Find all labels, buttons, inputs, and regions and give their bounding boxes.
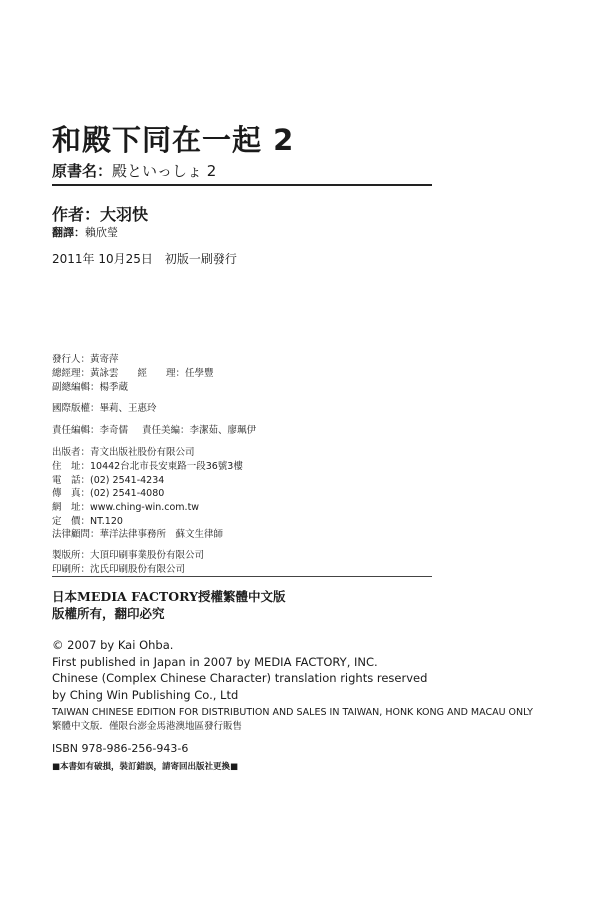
copyright-line: by Ching Win Publishing Co., Ltd	[52, 688, 239, 703]
translator	[52, 224, 118, 240]
author-name: 大羽快	[100, 205, 149, 224]
price: 定 價：NT.120	[52, 515, 123, 527]
publisher-fax: 傳 真：(02) 2541-4080	[52, 488, 165, 500]
copyright-block	[52, 637, 427, 704]
publisher-website: 網 址：www.ching-win.com.tw	[52, 502, 200, 514]
damage-notice: ■本書如有破損，裝訂錯誤，請寄回出版社更換■	[52, 762, 239, 772]
publisher-name: 出版者：青文出版社股份有限公司	[52, 447, 195, 458]
author-label: 作者：	[52, 205, 101, 224]
edition-license: 日本MEDIA FACTORY授權繁體中文版	[52, 589, 286, 604]
original-title-label: 原書名：	[52, 162, 113, 180]
distribution-block	[52, 706, 533, 735]
general-manager: 總經理：黃詠雲 經 理：任學豐	[52, 367, 214, 379]
staff-block	[52, 353, 214, 394]
art-editor: 責任美編：李潔茹、廖珮伊	[142, 425, 257, 436]
book-title: 和殿下同在一起 2	[52, 123, 295, 157]
publisher-person: 發行人：黃寄萍	[52, 354, 119, 365]
title-divider	[52, 184, 432, 186]
editors	[52, 424, 256, 438]
original-title	[52, 160, 216, 181]
plate-maker: 製版所：大頂印刷事業股份有限公司	[52, 550, 205, 561]
original-title-value: 殿といっしょ 2	[112, 162, 217, 180]
isbn: ISBN 978-986-256-943-6	[52, 742, 189, 755]
responsible-editor: 責任編輯：李奇儒	[52, 425, 129, 436]
translator-label: 翻譯：	[52, 226, 85, 239]
edition-date: 2011年 10月25日 初版一刷發行	[52, 252, 237, 266]
author	[52, 202, 148, 225]
printer: 印刷所：沈氏印刷股份有限公司	[52, 563, 186, 575]
production-block	[52, 549, 204, 577]
section-divider	[52, 576, 432, 577]
edition-rights: 版權所有，翻印必究	[52, 605, 165, 621]
publisher-address: 住 址：10442台北市長安東路一段36號3樓	[52, 460, 243, 472]
publisher-block	[52, 446, 243, 529]
edition-notice	[52, 589, 286, 623]
copyright-line: Chinese (Complex Chinese Character) translation rights reserved	[52, 671, 428, 686]
distribution-chinese: 繁體中文版．僅限台澎金馬港澳地區發行販售	[52, 721, 243, 733]
deputy-editor: 副總編輯：楊季蔵	[52, 381, 129, 393]
distribution-english: TAIWAN CHINESE EDITION FOR DISTRIBUTION AND SALES IN TAIWAN, HONK KONG AND MACAU ONLY	[52, 707, 533, 718]
copyright-line: First published in Japan in 2007 by MEDIA FACTORY, INC.	[52, 654, 378, 669]
copyright-line: © 2007 by Kai Ohba.	[52, 638, 174, 652]
intl-rights: 國際版權：畢莉、王惠玲	[52, 403, 157, 414]
translator-name: 賴欣瑩	[85, 226, 118, 239]
legal-counsel: 法律顧問：華洋法律事務所 蘇文生律師	[52, 529, 224, 540]
publisher-phone: 電 話：(02) 2541-4234	[52, 474, 165, 486]
